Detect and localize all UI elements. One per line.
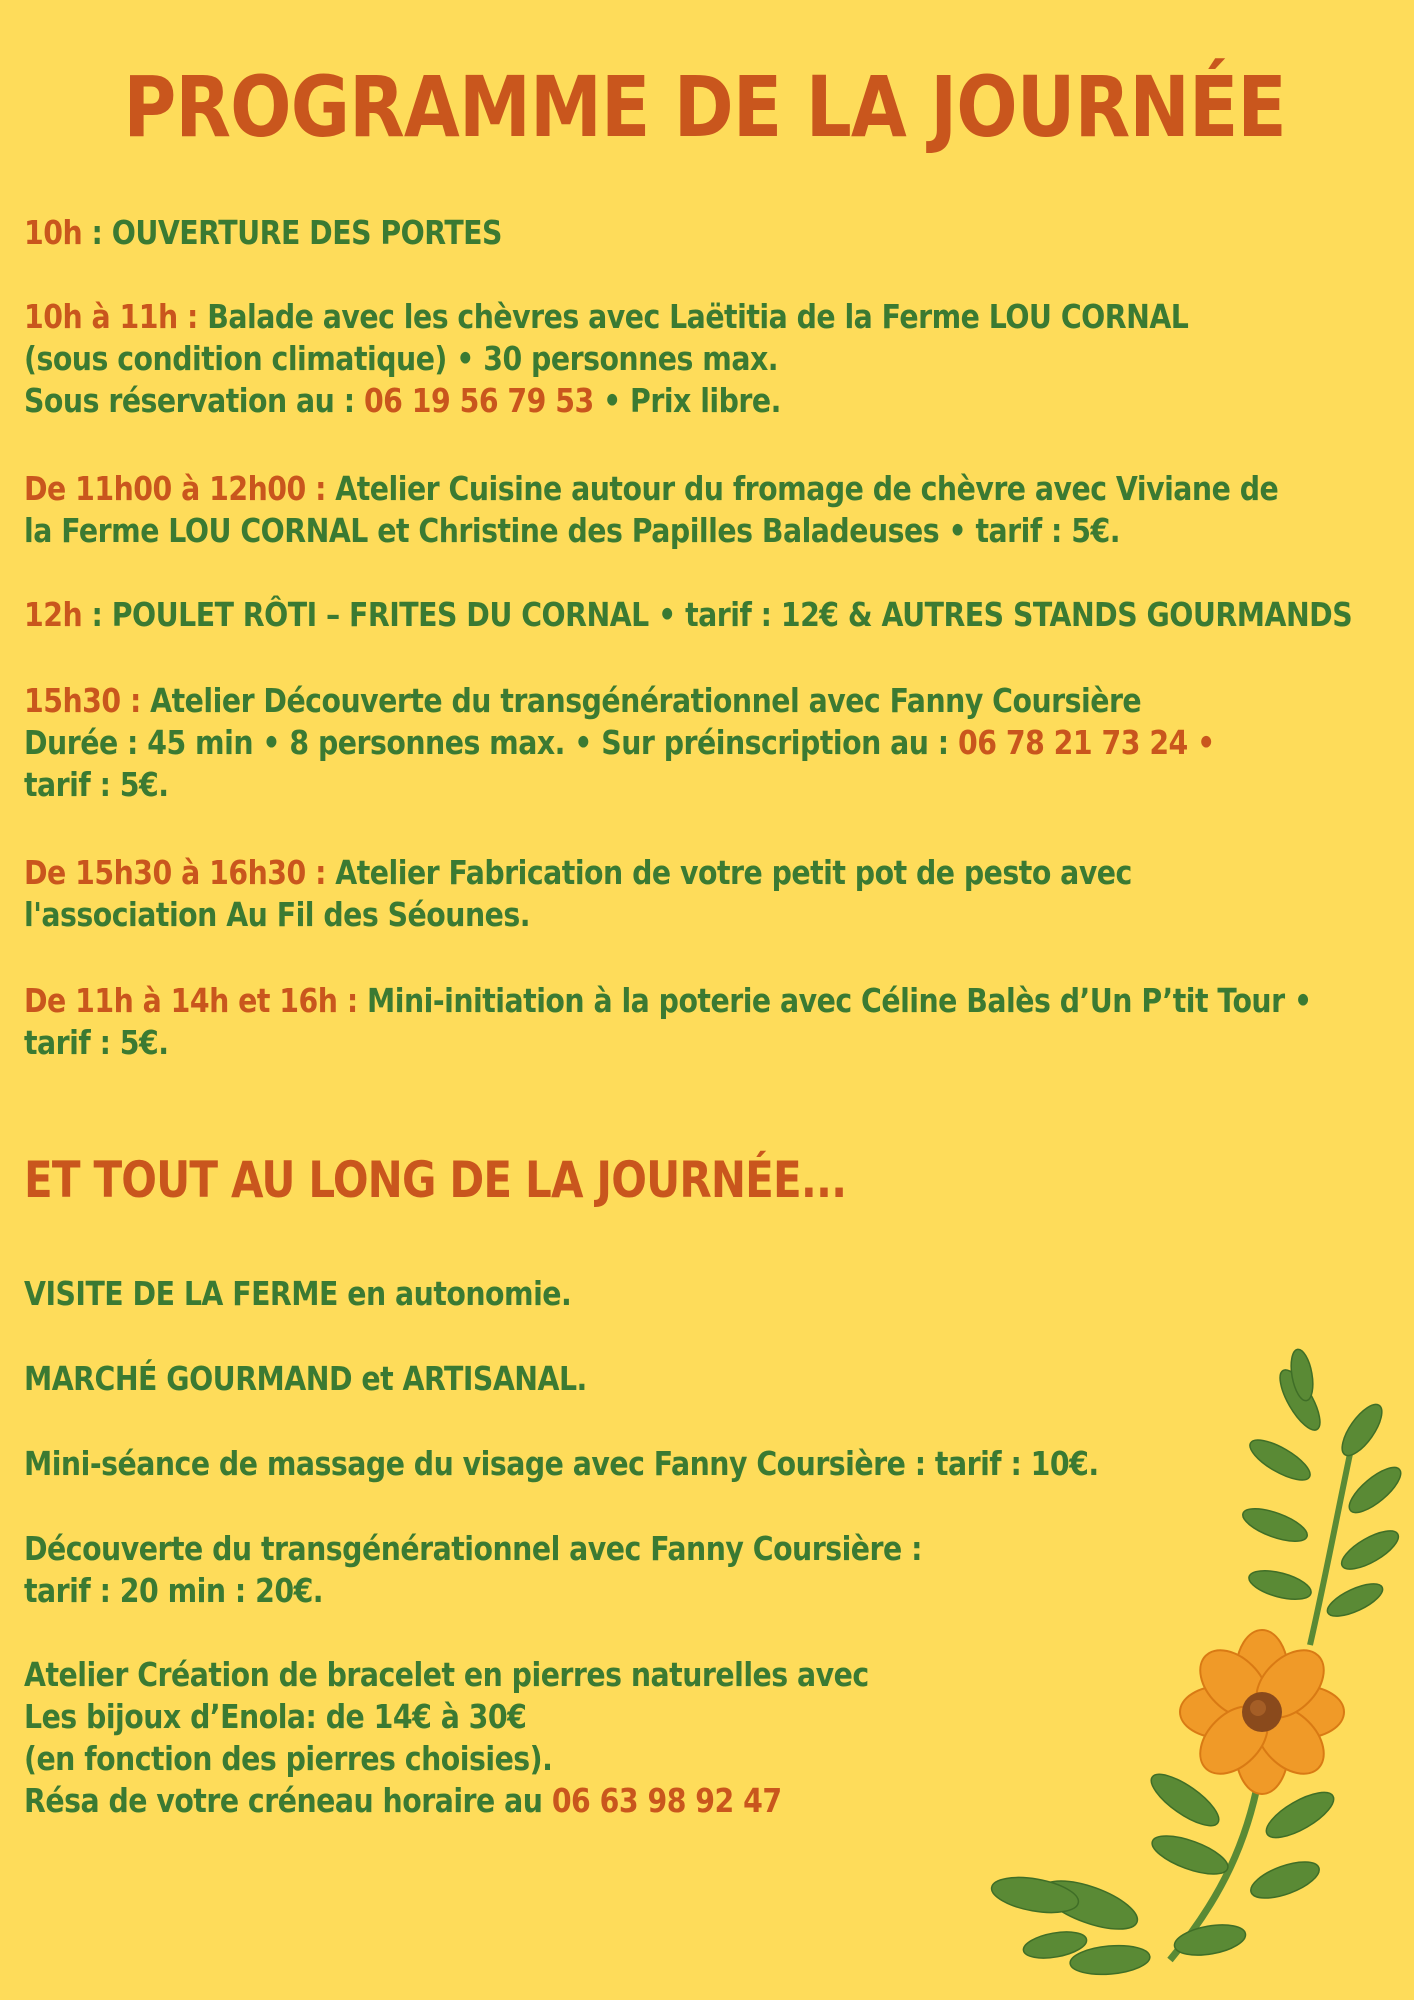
body-text: • Prix libre.: [593, 381, 781, 420]
page-title: PROGRAMME DE LA JOURNÉE: [123, 58, 1286, 156]
highlight-text: De 15h30 à 16h30 :: [24, 853, 336, 892]
body-text: : OUVERTURE DES PORTES: [82, 213, 502, 252]
body-text: (sous condition climatique) • 30 personnes max.: [24, 339, 779, 378]
body-text: : POULET RÔTI – FRITES DU CORNAL • tarif : 12€ & AUTRES STANDS GOURMANDS: [82, 595, 1353, 634]
body-text: Atelier Fabrication de votre petit pot de pesto avec: [335, 853, 1132, 892]
body-text: MARCHÉ GOURMAND et ARTISANAL.: [24, 1359, 587, 1398]
orange-flower-icon: [1180, 1630, 1344, 1794]
highlight-text: 10h à 11h: [24, 297, 178, 336]
body-text: Atelier Création de bracelet en pierres naturelles avec: [24, 1655, 869, 1694]
highlight-text: 10h: [24, 213, 83, 252]
body-text: VISITE DE LA FERME en autonomie.: [24, 1274, 572, 1313]
highlight-text: 06 78 21 73 24 •: [958, 723, 1215, 762]
highlight-text: De 11h à 14h et 16h :: [24, 981, 368, 1020]
section-subtitle: ET TOUT AU LONG DE LA JOURNÉE...: [24, 1151, 847, 1209]
body-text: Les bijoux d’Enola: de 14€ à 30€: [24, 1697, 527, 1736]
highlight-text: 15h30 :: [24, 681, 151, 720]
highlight-text: De 11h00 à 12h00 :: [24, 469, 336, 508]
highlight-text: 06 63 98 92 47: [551, 1781, 782, 1820]
highlight-text: 06 19 56 79 53: [363, 381, 594, 420]
body-text: la Ferme LOU CORNAL et Christine des Papilles Baladeuses • tarif : 5€.: [24, 511, 1120, 550]
body-text: Durée : 45 min • 8 personnes max. • Sur préinscription au :: [24, 723, 959, 762]
body-text: tarif : 20 min : 20€.: [24, 1571, 324, 1610]
highlight-text: :: [177, 297, 208, 336]
body-text: Mini-initiation à la poterie avec Céline Balès d’Un P’tit Tour •: [367, 981, 1312, 1020]
body-text: Atelier Découverte du transgénérationnel avec Fanny Coursière: [150, 681, 1142, 720]
body-text: Mini-séance de massage du visage avec Fanny Coursière : tarif : 10€.: [24, 1444, 1099, 1483]
body-text: Résa de votre créneau horaire au: [24, 1781, 552, 1820]
body-text: tarif : 5€.: [24, 1023, 169, 1062]
body-text: (en fonction des pierres choisies).: [24, 1739, 553, 1778]
body-text: Découverte du transgénérationnel avec Fanny Coursière :: [24, 1529, 922, 1568]
body-text: l'association Au Fil des Séounes.: [24, 895, 531, 934]
highlight-text: 12h: [24, 595, 83, 634]
body-text: Sous réservation au :: [24, 381, 364, 420]
body-text: tarif : 5€.: [24, 765, 169, 804]
body-text: Balade avec les chèvres avec Laëtitia de la Ferme LOU CORNAL: [207, 297, 1189, 336]
body-text: Atelier Cuisine autour du fromage de chèvre avec Viviane de: [335, 469, 1279, 508]
